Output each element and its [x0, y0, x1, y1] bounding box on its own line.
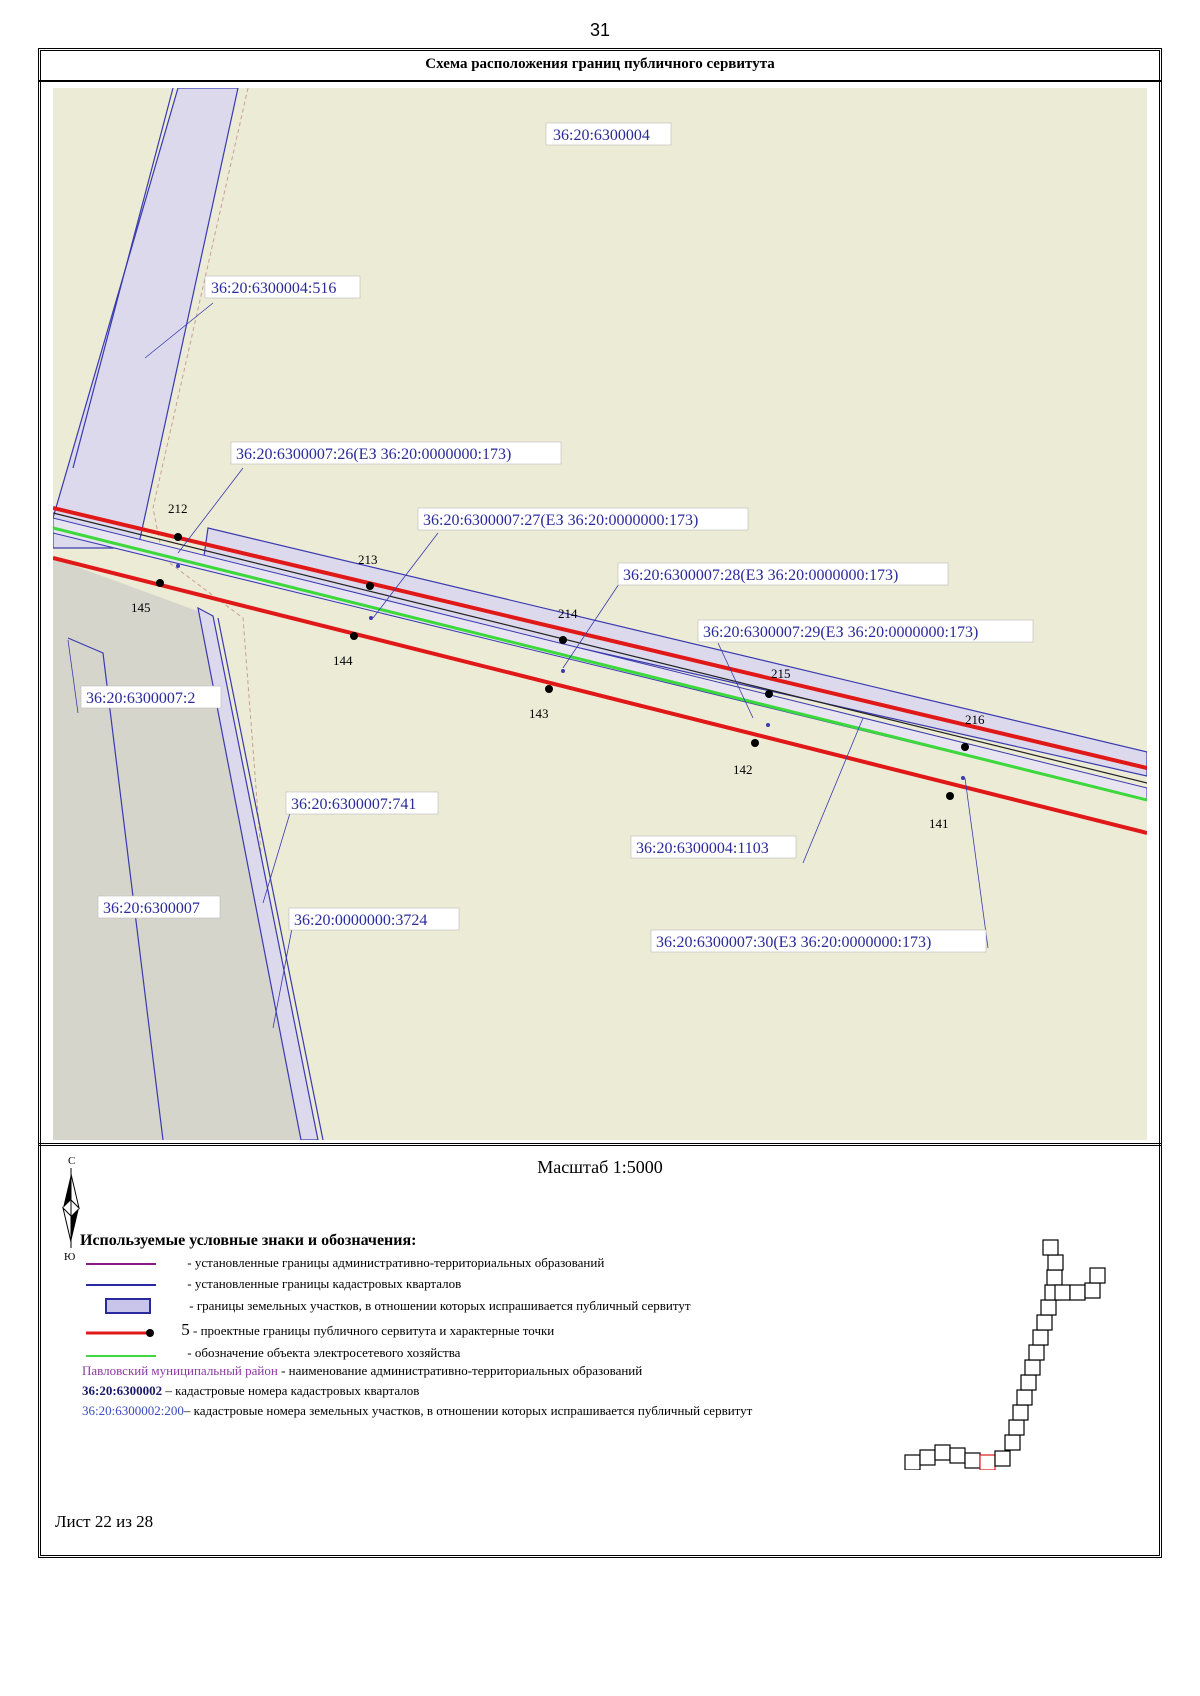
sheet-box — [1017, 1390, 1032, 1405]
label-parcel-28: 36:20:6300007:28(ЕЗ 36:20:0000000:173) — [623, 567, 899, 584]
sheet-box — [1070, 1285, 1085, 1300]
legend-quarter-num-desc: – кадастровые номера кадастровых кварталов — [165, 1383, 420, 1398]
legend-quarters-text: - установленные границы кадастровых кварталов — [187, 1276, 462, 1291]
legend-row-admin-name — [82, 1362, 642, 1380]
legend-servitude-text: - проектные границы публичного сервитута и характерные точки — [193, 1323, 555, 1338]
sheet-box — [1055, 1285, 1070, 1300]
compass-south: Ю — [64, 1251, 76, 1263]
point-label-142: 142 — [733, 762, 753, 777]
label-quarter-6300007: 36:20:6300007 — [103, 900, 200, 917]
sheet-box — [920, 1450, 935, 1465]
label-parcel-29: 36:20:6300007:29(ЕЗ 36:20:0000000:173) — [703, 624, 979, 641]
sheet-box — [935, 1445, 950, 1460]
point-label-216: 216 — [965, 712, 985, 727]
legend-admin-name: Павловский муниципальный район — [82, 1363, 278, 1378]
sheet-box — [950, 1448, 965, 1463]
legend-servitude-number: 5 — [181, 1320, 190, 1339]
sheet-box — [1047, 1270, 1062, 1285]
legend-row-parcel-num — [82, 1402, 752, 1420]
point-212 — [174, 533, 182, 541]
sheet-box — [1041, 1300, 1056, 1315]
point-141 — [946, 792, 954, 800]
point-215 — [765, 690, 773, 698]
compass-north: С — [68, 1155, 76, 1167]
point-142 — [751, 739, 759, 747]
point-144 — [350, 632, 358, 640]
sheet-box — [965, 1453, 980, 1468]
label-parcel-26: 36:20:6300007:26(ЕЗ 36:20:0000000:173) — [236, 446, 512, 463]
label-parcel-27: 36:20:6300007:27(ЕЗ 36:20:0000000:173) — [423, 512, 699, 529]
point-213 — [366, 582, 374, 590]
point-145 — [156, 579, 164, 587]
label-parcel-1103: 36:20:6300004:1103 — [636, 840, 769, 857]
point-label-143: 143 — [529, 706, 549, 721]
legend-power-text: - обозначение объекта электросетевого хозяйства — [187, 1345, 461, 1360]
sheet-box — [1029, 1345, 1044, 1360]
legend-admin-text: - установленные границы административно-территориальных образований — [187, 1255, 605, 1270]
legend-parcel-num: 36:20:6300002:200 — [82, 1403, 184, 1418]
legend-row-parcels — [74, 1297, 691, 1319]
point-label-213: 213 — [358, 552, 378, 567]
point-label-212: 212 — [168, 501, 188, 516]
legend-parcels-text: - границы земельных участков, в отношении которых испрашивается публичный сервитут — [189, 1298, 691, 1313]
scheme-title: Схема расположения границ публичного сервитута — [38, 48, 1162, 82]
sheet-box — [1033, 1330, 1048, 1345]
legend-title: Используемые условные знаки и обозначения: — [80, 1232, 417, 1249]
sheet-box — [1021, 1375, 1036, 1390]
sheet-box — [1037, 1315, 1052, 1330]
label-parcel-2: 36:20:6300007:2 — [86, 690, 196, 707]
page-number: 31 — [589, 20, 611, 40]
sheet-box — [905, 1455, 920, 1470]
sheet-box — [1043, 1240, 1058, 1255]
sheet-number: Лист 22 из 28 — [55, 1512, 154, 1531]
point-216 — [961, 743, 969, 751]
sheet-box — [1048, 1255, 1063, 1270]
sheet-box — [1013, 1405, 1028, 1420]
legend-parcel-num-desc: – кадастровые номера земельных участков, в отношении которых испрашивается публичный сервитут — [183, 1403, 753, 1418]
sheet-box — [1009, 1420, 1024, 1435]
point-label-144: 144 — [333, 653, 353, 668]
sheet-box — [1025, 1360, 1040, 1375]
cadastral-map — [53, 88, 1147, 1140]
sheet-box — [995, 1451, 1010, 1466]
scale-label: Масштаб 1:5000 — [537, 1157, 663, 1177]
point-label-145: 145 — [131, 600, 151, 615]
sheet-index-diagram — [895, 1230, 1145, 1470]
point-214 — [559, 636, 567, 644]
map-divider — [38, 1143, 1162, 1146]
sheet-box — [1085, 1283, 1100, 1298]
legend-row-admin — [74, 1254, 604, 1272]
label-parcel-3724: 36:20:0000000:3724 — [294, 912, 428, 929]
label-parcel-30: 36:20:6300007:30(ЕЗ 36:20:0000000:173) — [656, 934, 932, 951]
label-quarter-6300004: 36:20:6300004 — [553, 127, 650, 144]
point-label-214: 214 — [558, 606, 578, 621]
legend-row-quarter-num — [82, 1382, 419, 1400]
legend-row-power — [74, 1344, 460, 1362]
point-label-141: 141 — [929, 816, 949, 831]
label-parcel-516: 36:20:6300004:516 — [211, 280, 337, 297]
legend-quarter-num: 36:20:6300002 — [82, 1383, 163, 1398]
sheet-box — [1005, 1435, 1020, 1450]
legend-row-quarters — [74, 1275, 461, 1293]
legend-admin-name-desc: - наименование административно-территориальных образований — [281, 1363, 643, 1378]
legend-row-servitude — [74, 1321, 554, 1343]
point-label-215: 215 — [771, 666, 791, 681]
label-parcel-741: 36:20:6300007:741 — [291, 796, 417, 813]
point-143 — [545, 685, 553, 693]
sheet-box — [980, 1455, 995, 1470]
sheet-box — [1090, 1268, 1105, 1283]
